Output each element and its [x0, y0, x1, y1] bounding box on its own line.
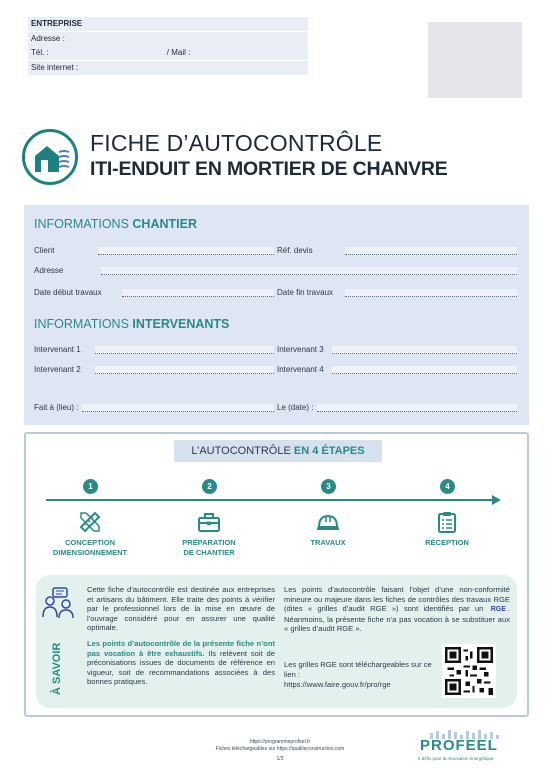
date-fin-label: Date fin travaux [277, 288, 334, 297]
ref-devis-label: Réf. devis [277, 246, 313, 255]
date-debut-label: Date début travaux [34, 288, 102, 297]
clipboard-checklist-icon [435, 510, 459, 534]
client-input[interactable] [98, 247, 274, 255]
chantier-section-title [34, 217, 197, 231]
footer-url-1[interactable]: https://programmeprofeel.fr [249, 739, 311, 745]
a-savoir-box [36, 575, 517, 708]
step-1-number: 1 [83, 479, 98, 494]
adresse-field[interactable] [34, 263, 517, 275]
ruler-pencil-icon [78, 510, 102, 534]
people-chat-icon [41, 587, 75, 619]
steps-title-bold: EN 4 ÉTAPES [293, 445, 365, 457]
a-savoir-right-column [284, 585, 510, 640]
company-logo-placeholder[interactable] [428, 22, 522, 98]
step-2-label-line1: PRÉPARATION [182, 538, 236, 547]
intervenant-1-field[interactable] [34, 342, 274, 354]
company-address-field[interactable] [28, 32, 308, 46]
date-fin-input[interactable] [345, 289, 517, 297]
page-number: 1/3 [276, 756, 284, 762]
client-field[interactable] [34, 243, 274, 255]
company-title: ENTREPRISE [28, 17, 308, 31]
step-1-label-line2: DIMENSIONNEMENT [52, 548, 128, 557]
step-1-label-line1: CONCEPTION [64, 538, 115, 547]
company-phone-mail-field[interactable] [28, 46, 308, 60]
steps-arrow-head [492, 495, 501, 505]
profeel-tagline: 5 défis pour la rénovation énergétique [418, 756, 494, 761]
adresse-label: Adresse [34, 266, 64, 275]
intervenants-title-bold: INTERVENANTS [132, 317, 230, 331]
rge-badge: RGE [490, 606, 506, 614]
a-savoir-left-p2 [87, 639, 275, 687]
intervenant-3-input[interactable] [332, 346, 517, 354]
intervenant-1-label: Intervenant 1 [34, 345, 81, 354]
a-savoir-right-p1-a: Les points d’autocontrôle faisant l’objet d’une non-conformité mineure ou majeure dans les fiches de contrôles des travaux RGE (dites « grilles d’audit RGE ») sont identifiés par un [284, 585, 510, 614]
company-mail-label: / Mail : [166, 48, 191, 57]
intervenant-4-field[interactable] [277, 362, 517, 374]
a-savoir-right-p2: Les grilles RGE sont téléchargeables sur ce lien : [284, 660, 432, 679]
date-debut-input[interactable] [122, 289, 274, 297]
date-debut-field[interactable] [34, 285, 274, 297]
a-savoir-right-p1-b: . Néanmoins, la présente fiche n’a pas vocation à se substituer aux « grilles d’audit RGE ». [284, 604, 510, 634]
page-subtitle: ITI-ENDUIT EN MORTIER DE CHANVRE [90, 158, 448, 180]
hard-hat-icon [316, 510, 340, 534]
step-2-label [149, 538, 269, 558]
company-website-label: Site internet : [31, 62, 79, 72]
company-website-field[interactable] [28, 61, 308, 75]
step-3-label-line1: TRAVAUX [310, 538, 346, 547]
house-wall-icon [22, 129, 78, 185]
le-date-label: Le (date) : [277, 403, 314, 412]
steps-panel [24, 432, 529, 717]
step-2-label-line2: DE CHANTIER [183, 548, 235, 557]
chantier-title-plain: INFORMATIONS [34, 217, 133, 231]
step-3-number: 3 [321, 479, 336, 494]
company-block [28, 17, 308, 75]
date-fin-field[interactable] [277, 285, 517, 297]
le-date-field[interactable] [277, 400, 517, 412]
intervenants-section-title [34, 317, 229, 331]
info-panel [24, 205, 529, 425]
steps-title-plain: L’AUTOCONTRÔLE [191, 445, 294, 457]
a-savoir-rge-link-block [284, 660, 434, 696]
step-4-label [387, 538, 507, 548]
step-2-number: 2 [202, 479, 217, 494]
step-4-label-line1: RÉCEPTION [425, 538, 469, 547]
step-3-label [268, 538, 388, 548]
toolbox-icon [197, 510, 221, 534]
intervenant-3-label: Intervenant 3 [277, 345, 324, 354]
fait-a-input[interactable] [82, 404, 274, 412]
chantier-title-bold: CHANTIER [132, 217, 197, 231]
footer-url-2[interactable]: Fiches téléchargeables sur https://qualiteconstruction.com [215, 746, 345, 752]
a-savoir-label: À SAVOIR [51, 642, 63, 695]
page-title: FICHE D’AUTOCONTRÔLE [90, 130, 383, 156]
intervenant-2-label: Intervenant 2 [34, 365, 81, 374]
intervenant-1-input[interactable] [95, 346, 274, 354]
a-savoir-left-p2-rest: Ils relèvent soit de préconisations issues de documents de référence en vigueur, soit de recommandations associées à des bonnes pratiques. [87, 648, 276, 687]
footer-links [170, 739, 390, 763]
ref-devis-field[interactable] [277, 243, 517, 255]
ref-devis-input[interactable] [345, 247, 517, 255]
a-savoir-left-column [87, 585, 275, 693]
fait-a-label: Fait à (lieu) : [34, 403, 79, 412]
steps-arrow-line [46, 499, 496, 501]
rge-link[interactable]: https://www.faire.gouv.fr/pro/rge [284, 680, 391, 690]
step-1-label [30, 538, 150, 558]
a-savoir-left-p2-bold: Les points d’autocontrôle de la présente fiche n’ont pas vocation à être exhaustifs. [87, 638, 275, 658]
intervenant-3-field[interactable] [277, 342, 517, 354]
a-savoir-left-p1: Cette fiche d’autocontrôle est destinée aux entreprises et artisans du bâtiment. Elle traite des points à vérifier par le professionnel lors de la mise en œuvre de l’ouvrage considéré pour en assurer une qualité optimale. [87, 585, 275, 633]
intervenant-4-input[interactable] [332, 366, 517, 374]
le-date-input[interactable] [317, 404, 517, 412]
profeel-wordmark: PROFEEL [420, 737, 498, 754]
profeel-logo [410, 729, 520, 767]
qr-code-icon [445, 647, 493, 695]
intervenant-2-input[interactable] [95, 366, 274, 374]
qr-code[interactable] [442, 644, 496, 698]
company-address-label: Adresse : [31, 33, 65, 43]
step-4-number: 4 [440, 479, 455, 494]
company-phone-label: Tél. : [31, 48, 49, 57]
a-savoir-right-p1 [284, 585, 510, 634]
steps-title [174, 440, 382, 462]
intervenants-title-plain: INFORMATIONS [34, 317, 133, 331]
intervenant-2-field[interactable] [34, 362, 274, 374]
adresse-input[interactable] [101, 267, 517, 275]
intervenant-4-label: Intervenant 4 [277, 365, 324, 374]
fait-a-field[interactable] [34, 400, 274, 412]
client-label: Client [34, 246, 55, 255]
